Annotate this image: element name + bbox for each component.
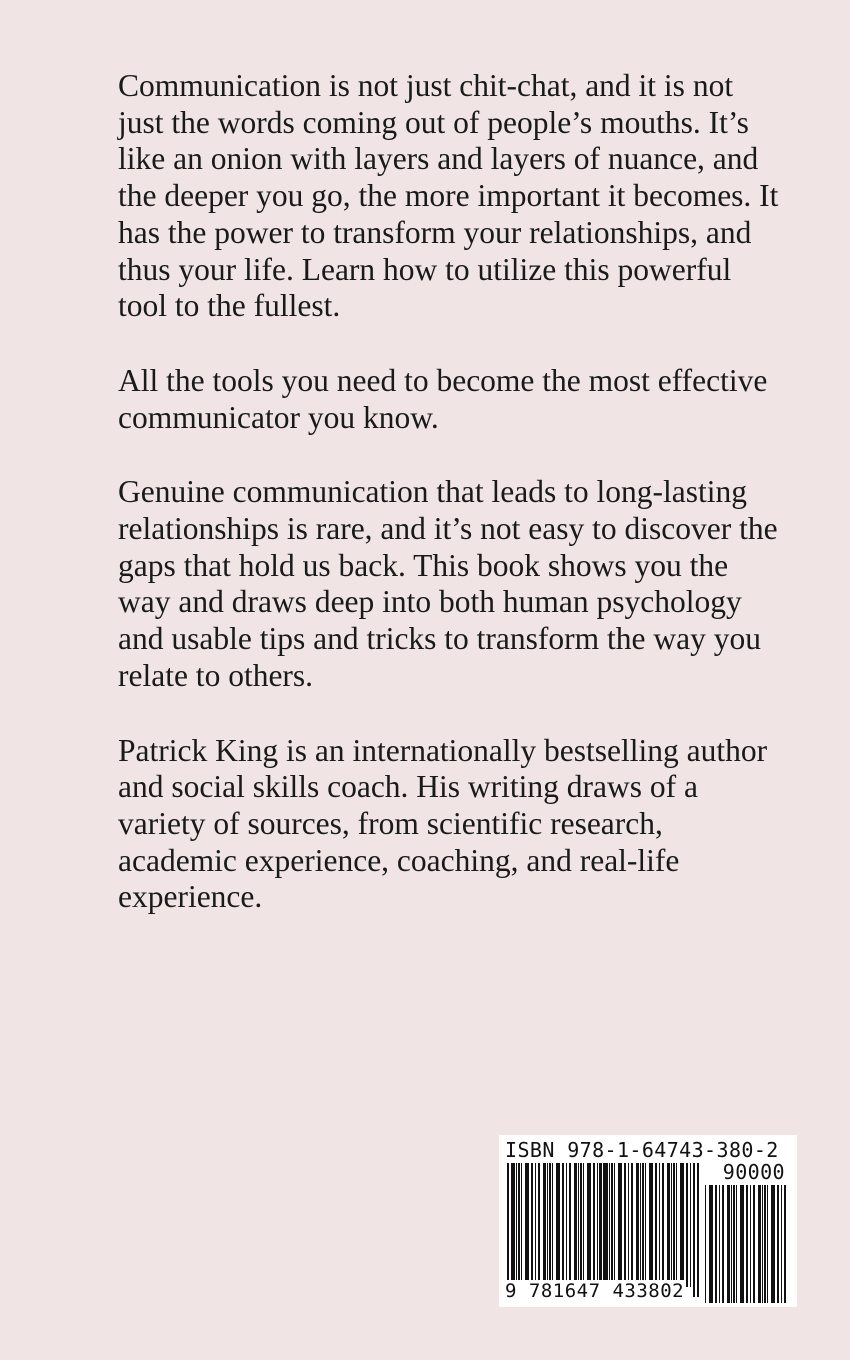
isbn-barcode [499,1135,797,1307]
blurb-paragraph-intro: Communication is not just chit-chat, and it is not just the words coming out of people’s mouths. It’s like an onion with layers and layers of nuance, and the deeper you go, the more important it becomes. It has the power to transform your relationships, and thus your life. Learn how to utilize this powerful tool to the fullest. [118,68,779,324]
author-bio: Patrick King is an internationally bestselling author and social skills coach. His writing draws of a variety of sources, from scientific research, academic experience, coaching, and real-life experience. [118,732,768,915]
blurb-paragraph-tagline: All the tools you need to become the most effective communicator you know. [118,362,768,435]
price-code: 90000 [722,1160,785,1184]
isbn-label: ISBN 978-1-64743-380-2 [505,1138,779,1162]
blurb [118,68,783,954]
blurb-paragraph-description: Genuine communication that leads to long-lasting relationships is rare, and it’s not easy to discover the gaps that hold us back. This book shows you the way and draws deep into both human psychology and usable tips and tricks to transform the way you relate to others. [118,474,778,693]
ean-digits: 9 781647 433802 [505,1280,685,1302]
